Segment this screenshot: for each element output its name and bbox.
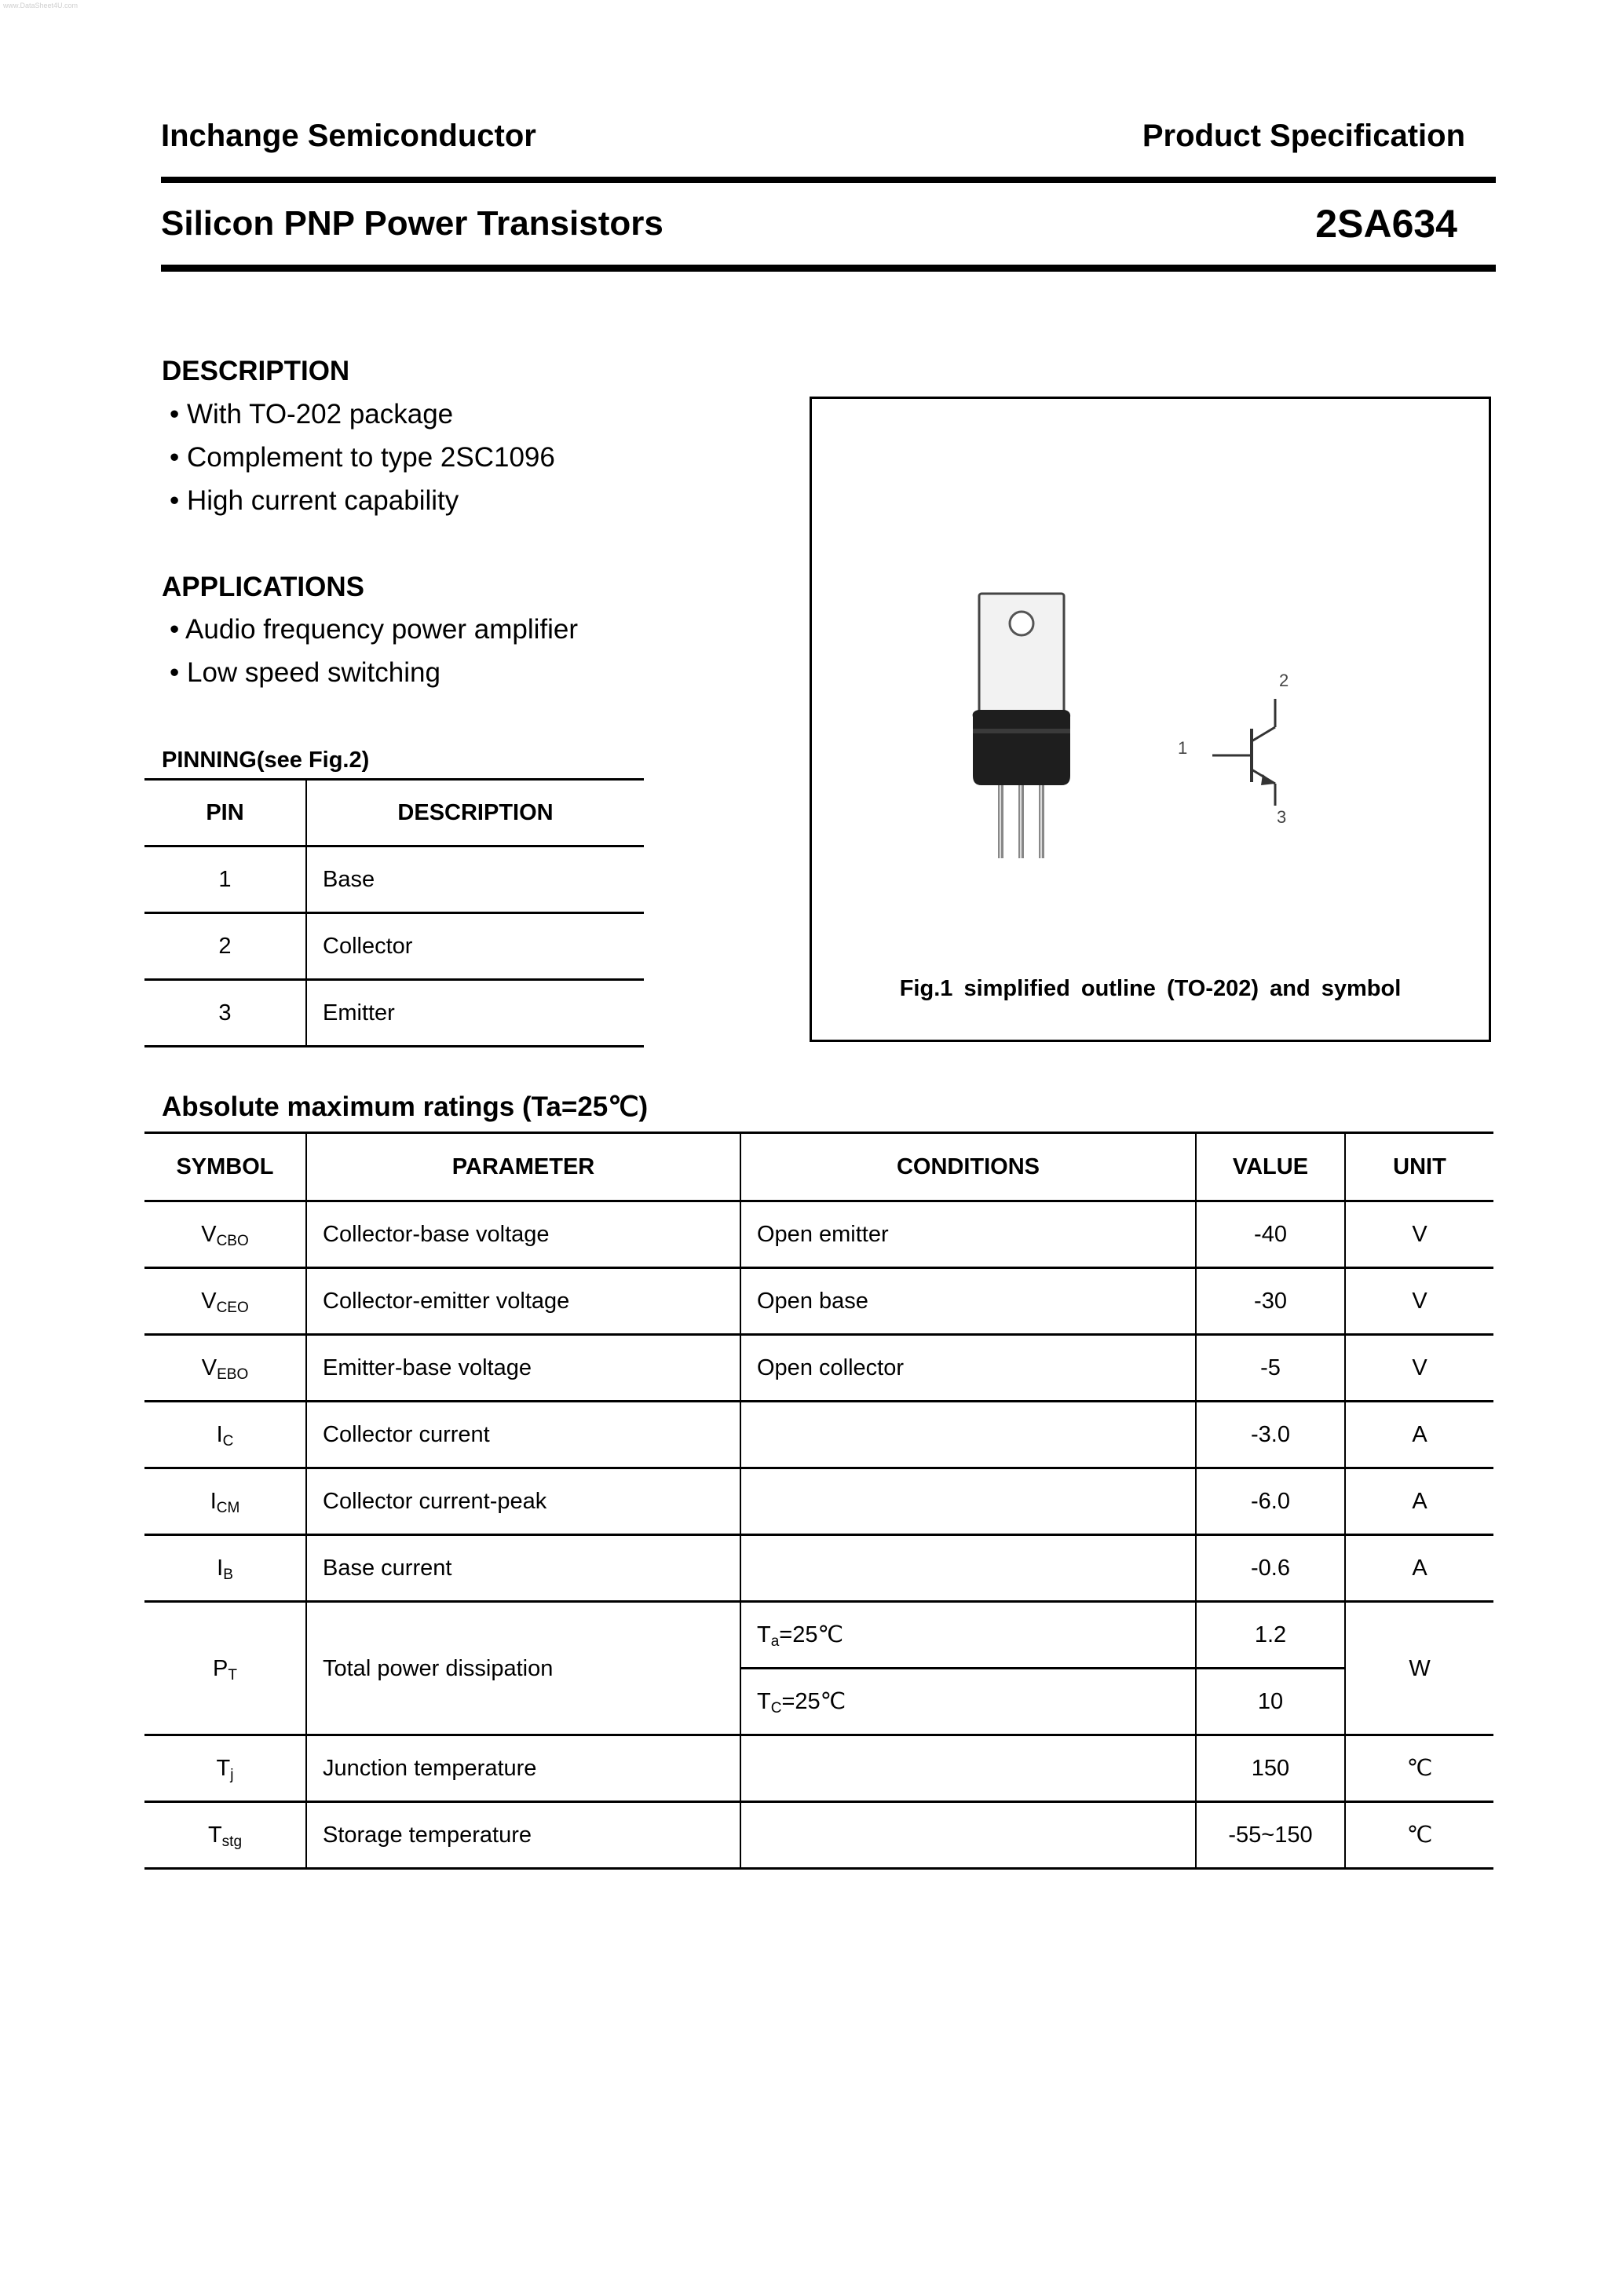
- table-header-row: [144, 780, 644, 846]
- parameter-cell: Collector-base voltage: [306, 1201, 740, 1268]
- pin-number: 3: [144, 980, 306, 1047]
- company-name: Inchange Semiconductor: [161, 119, 536, 153]
- value-cell: 10: [1196, 1669, 1345, 1735]
- table-row: [144, 1535, 1493, 1602]
- unit-cell: ℃: [1345, 1802, 1493, 1869]
- pinning-title: PINNING(see Fig.2): [162, 748, 370, 773]
- pin-number: 2: [144, 913, 306, 980]
- description-list: [170, 398, 555, 528]
- description-title: DESCRIPTION: [162, 356, 350, 386]
- unit-cell: A: [1345, 1402, 1493, 1468]
- unit-cell: A: [1345, 1535, 1493, 1602]
- figure-caption: Fig.1 simplified outline (TO-202) and symbol: [899, 976, 1402, 1001]
- symbol-cell: $I_C$: [144, 1402, 306, 1468]
- symbol-cell: $V_{CEO}$: [144, 1268, 306, 1335]
- list-item: • Low speed switching: [170, 657, 440, 688]
- conditions-cell: [740, 1468, 1196, 1535]
- conditions-cell: Open base: [740, 1268, 1196, 1335]
- value-cell: -3.0: [1196, 1402, 1345, 1468]
- conditions-cell: [740, 1802, 1196, 1869]
- value-cell: -0.6: [1196, 1535, 1345, 1602]
- table-row: [144, 1268, 1493, 1335]
- column-header: SYMBOL: [144, 1133, 306, 1201]
- symbol-cell: $P_T$: [144, 1602, 306, 1735]
- symbol-cell: $V_{EBO}$: [144, 1335, 306, 1402]
- column-header: VALUE: [1196, 1133, 1345, 1201]
- symbol-cell: $I_B$: [144, 1535, 306, 1602]
- pin-number: 1: [144, 846, 306, 913]
- parameter-cell: Storage temperature: [306, 1802, 740, 1869]
- value-cell: -5: [1196, 1335, 1345, 1402]
- table-row: [144, 1201, 1493, 1268]
- symbol-cell: $T_j$: [144, 1735, 306, 1802]
- table-row: [144, 913, 644, 980]
- table-row: [144, 1735, 1493, 1802]
- unit-cell: V: [1345, 1201, 1493, 1268]
- pin-label-base: 1: [1178, 738, 1188, 758]
- list-item: • Complement to type 2SC1096: [170, 442, 555, 473]
- table-row: [144, 1468, 1493, 1535]
- list-item: • With TO-202 package: [170, 399, 454, 430]
- symbol-cell: $I_{CM}$: [144, 1468, 306, 1535]
- table-row: [144, 1602, 1493, 1669]
- conditions-cell: Open emitter: [740, 1201, 1196, 1268]
- applications-list: [170, 613, 578, 700]
- ratings-table: [144, 1132, 1493, 1870]
- pin-description: Collector: [306, 913, 644, 980]
- parameter-cell: Collector current-peak: [306, 1468, 740, 1535]
- value-cell: 150: [1196, 1735, 1345, 1802]
- conditions-cell: [740, 1735, 1196, 1802]
- pin-label-emitter: 3: [1277, 807, 1287, 827]
- parameter-cell: Collector current: [306, 1402, 740, 1468]
- symbol-cell: $T_{stg}$: [144, 1802, 306, 1869]
- pin-description: Emitter: [306, 980, 644, 1047]
- header-rule-bottom: [161, 265, 1496, 272]
- value-cell: -30: [1196, 1268, 1345, 1335]
- product-line: Silicon PNP Power Transistors: [161, 204, 663, 243]
- table-row: [144, 980, 644, 1047]
- unit-cell: V: [1345, 1268, 1493, 1335]
- list-item: • Audio frequency power amplifier: [170, 614, 579, 645]
- parameter-cell: Total power dissipation: [306, 1602, 740, 1735]
- column-header: CONDITIONS: [740, 1133, 1196, 1201]
- parameter-cell: Collector-emitter voltage: [306, 1268, 740, 1335]
- unit-cell: V: [1345, 1335, 1493, 1402]
- pinning-table: [144, 778, 644, 1047]
- conditions-cell: $T_a=25℃$: [740, 1602, 1196, 1669]
- doc-type: Product Specification: [1142, 119, 1465, 153]
- symbol-cell: $V_{CBO}$: [144, 1201, 306, 1268]
- value-cell: 1.2: [1196, 1602, 1345, 1669]
- header-rule-top: [161, 177, 1496, 183]
- applications-title: APPLICATIONS: [162, 572, 364, 602]
- column-header: PARAMETER: [306, 1133, 740, 1201]
- table-row: [144, 1802, 1493, 1869]
- conditions-cell: Open collector: [740, 1335, 1196, 1402]
- unit-cell: W: [1345, 1602, 1493, 1735]
- value-cell: -55~150: [1196, 1802, 1345, 1869]
- table-header-row: [144, 1133, 1493, 1201]
- watermark: www.DataSheet4U.com: [3, 2, 79, 9]
- unit-cell: ℃: [1345, 1735, 1493, 1802]
- conditions-cell: $T_C=25℃$: [740, 1669, 1196, 1735]
- table-row: [144, 846, 644, 913]
- parameter-cell: Junction temperature: [306, 1735, 740, 1802]
- parameter-cell: Base current: [306, 1535, 740, 1602]
- ratings-title: Absolute maximum ratings (Ta=25℃): [162, 1091, 649, 1122]
- table-row: [144, 1335, 1493, 1402]
- value-cell: -40: [1196, 1201, 1345, 1268]
- unit-cell: A: [1345, 1468, 1493, 1535]
- transistor-symbol-icon: [812, 399, 1489, 1040]
- part-number: 2SA634: [1315, 202, 1457, 246]
- column-header: UNIT: [1345, 1133, 1493, 1201]
- column-header: DESCRIPTION: [306, 780, 644, 846]
- pin-label-collector: 2: [1279, 671, 1289, 690]
- conditions-cell: [740, 1402, 1196, 1468]
- parameter-cell: Emitter-base voltage: [306, 1335, 740, 1402]
- pin-description: Base: [306, 846, 644, 913]
- list-item: • High current capability: [170, 485, 459, 516]
- conditions-cell: [740, 1535, 1196, 1602]
- table-row: [144, 1402, 1493, 1468]
- value-cell: -6.0: [1196, 1468, 1345, 1535]
- column-header: PIN: [144, 780, 306, 846]
- figure-box: [810, 397, 1491, 1042]
